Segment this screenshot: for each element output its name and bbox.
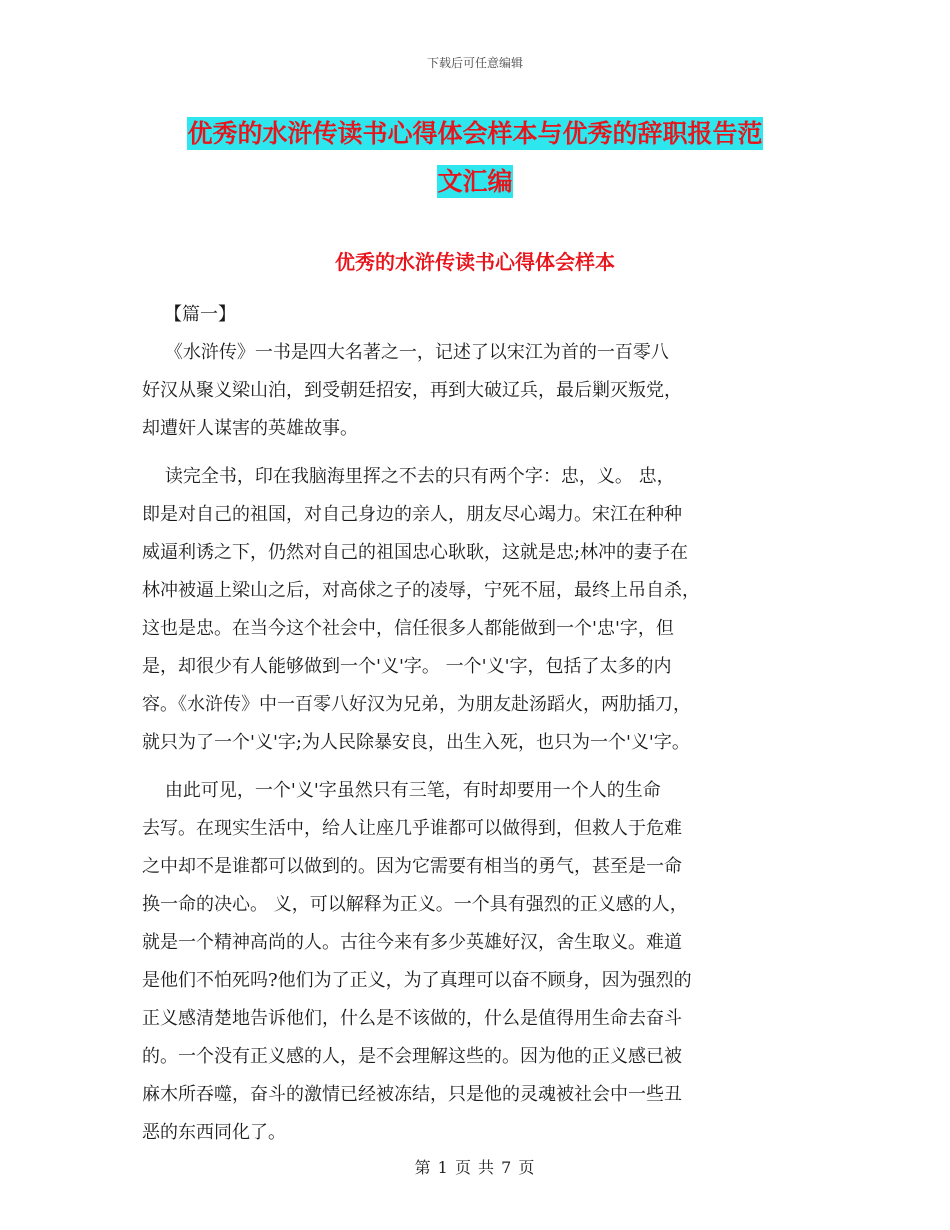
paragraph-1: [142, 334, 822, 448]
section-title: 优秀的水浒传读书心得体会样本: [335, 250, 615, 274]
text-line: 是他们不怕死吗?他们为了正义，为了真理可以奋不顾身，因为强烈的: [142, 970, 692, 991]
text-line: 林冲被逼上梁山之后，对高俅之子的凌辱，宁死不屈，最终上吊自杀，: [142, 580, 700, 601]
text-line: 容。《水浒传》中一百零八好汉为兄弟，为朋友赴汤蹈火，两肋插刀，: [142, 694, 691, 715]
text-line: 是，却很少有人能够做到一个'义'字。 一个'义'字，包括了太多的内: [142, 656, 672, 677]
text-line: 换一命的决心。 义，可以解释为正义。一个具有强烈的正义感的人，: [142, 894, 688, 915]
text-line: 麻木所吞噬，奋斗的激情已经被冻结，只是他的灵魂被社会中一些丑: [142, 1084, 682, 1105]
text-line: 这也是忠。在当今这个社会中，信任很多人都能做到一个'忠'字，但: [142, 618, 674, 639]
text-line: 即是对自己的祖国，对自己身边的亲人，朋友尽心竭力。宋江在种种: [142, 504, 682, 525]
text-line: 却遭奸人谋害的英雄故事。: [142, 418, 358, 439]
document-title-line1: 优秀的水浒传读书心得体会样本与优秀的辞职报告范: [187, 119, 763, 148]
document-title: [140, 110, 810, 206]
paragraph-3: [142, 772, 822, 1152]
text-line: 威逼利诱之下，仍然对自己的祖国忠心耿耿，这就是忠;林冲的妻子在: [142, 542, 689, 563]
text-line: 《水浒传》一书是四大名著之一，记述了以宋江为首的一百零八: [142, 342, 669, 363]
text-line: 正义感清楚地告诉他们，什么是不该做的，什么是值得用生命去奋斗: [142, 1008, 682, 1029]
page-number: 第 1 页 共 7 页: [414, 1158, 536, 1177]
document-title-line2: 文汇编: [437, 167, 513, 196]
text-line: 读完全书，印在我脑海里挥之不去的只有两个字：忠，义。 忠，: [142, 466, 675, 487]
text-line: 由此可见，一个'义'字虽然只有三笔，有时却要用一个人的生命: [142, 780, 661, 801]
document-body: [142, 296, 822, 1152]
text-line: 的。一个没有正义感的人，是不会理解这些的。因为他的正义感已被: [142, 1046, 682, 1067]
text-line: 去写。在现实生活中，给人让座几乎谁都可以做得到，但救人于危难: [142, 818, 682, 839]
text-line: 好汉从聚义梁山泊，到受朝廷招安，再到大破辽兵，最后剿灭叛党，: [142, 380, 682, 401]
paragraph-2: [142, 458, 822, 762]
page-header-note: 下载后可任意编辑: [426, 56, 523, 70]
text-line: 就是一个精神高尚的人。古往今来有多少英雄好汉，舍生取义。难道: [142, 932, 682, 953]
text-line: 恶的东西同化了。: [142, 1122, 286, 1143]
sub-heading: 【篇一】: [164, 304, 236, 325]
text-line: 就只为了一个'义'字;为人民除暴安良，出生入死，也只为一个'义'字。: [142, 732, 690, 753]
text-line: 之中却不是谁都可以做到的。因为它需要有相当的勇气，甚至是一命: [142, 856, 682, 877]
